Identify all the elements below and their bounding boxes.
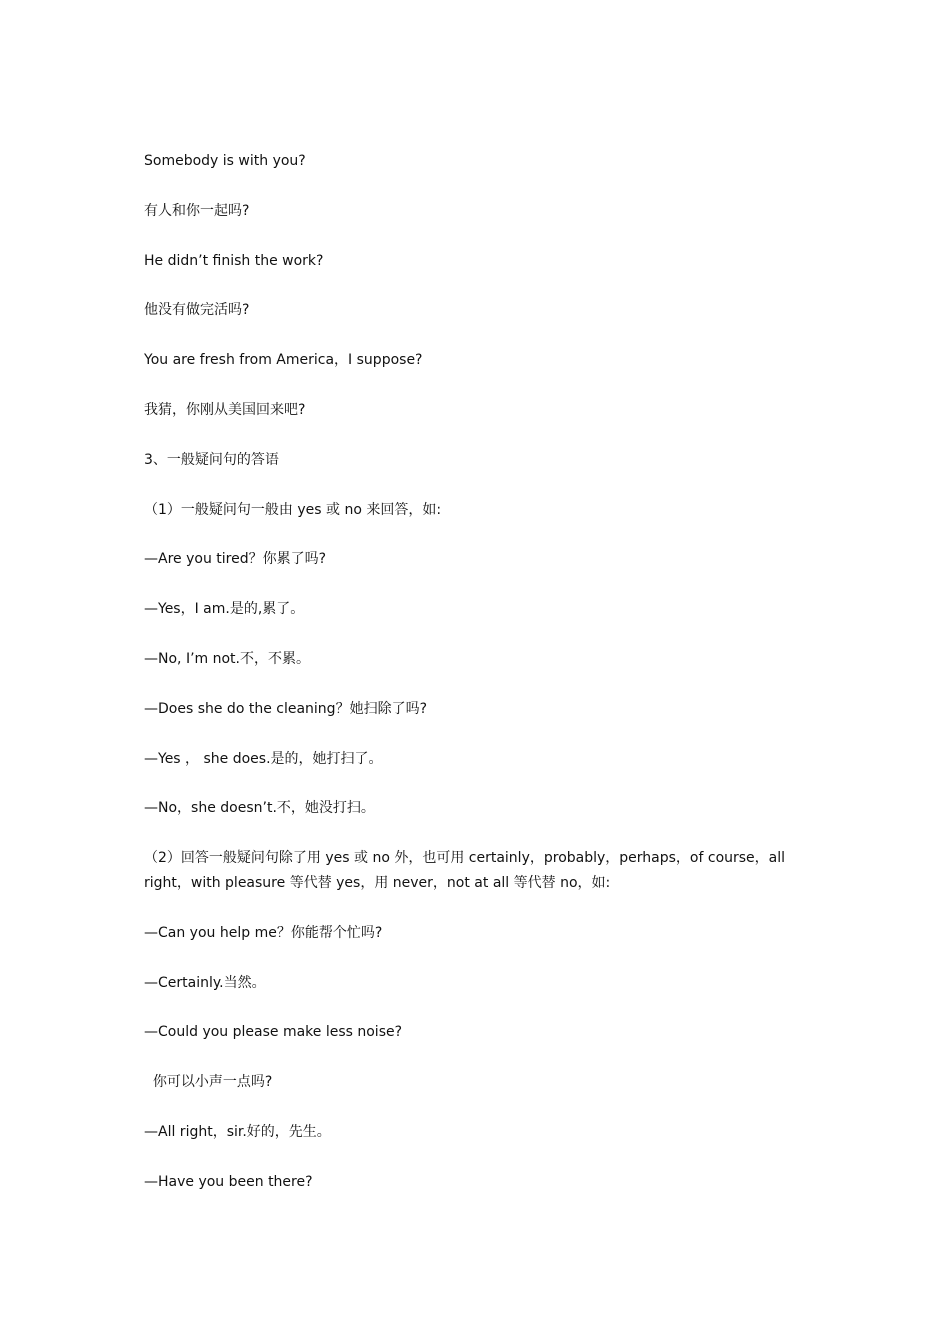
text-line: 他没有做完活吗? [144, 302, 250, 318]
text-line: 我猜，你刚从美国回来吧? [144, 402, 306, 418]
text-line: —Could you please make less noise? [144, 1024, 403, 1040]
text-line: —No, I’m not.不，不累。 [144, 651, 310, 667]
text-line: —Yes，I am.是的,累了。 [144, 601, 305, 617]
text-line: —Certainly.当然。 [144, 975, 266, 991]
text-line: —Can you help me？你能帮个忙吗? [144, 925, 383, 941]
text-paragraph: （2）回答一般疑问句除了用 yes 或 no 外，也可用 certainly，probably，perhaps，of course，all right，with pleasure 等代替 yes，用 never，not at all 等代替 no，如: [144, 850, 786, 891]
text-line: —Yes ， she does.是的，她打扫了。 [144, 751, 383, 767]
text-line: —Does she do the cleaning？她扫除了吗? [144, 701, 427, 717]
text-line: —No，she doesn’t.不，她没打扫。 [144, 800, 375, 816]
text-line: —Have you been there? [144, 1174, 313, 1190]
text-line: He didn’t finish the work? [144, 253, 324, 269]
section-heading: 3、一般疑问句的答语 [144, 452, 279, 468]
text-line: 你可以小声一点吗? [144, 1074, 273, 1090]
text-line: You are fresh from America，I suppose? [144, 352, 423, 368]
text-line: —All right，sir.好的，先生。 [144, 1124, 331, 1140]
text-line: 有人和你一起吗? [144, 203, 250, 219]
text-line: （1）一般疑问句一般由 yes 或 no 来回答，如: [144, 502, 442, 518]
text-line: Somebody is with you? [144, 153, 306, 169]
text-line: —Are you tired？你累了吗? [144, 551, 327, 567]
